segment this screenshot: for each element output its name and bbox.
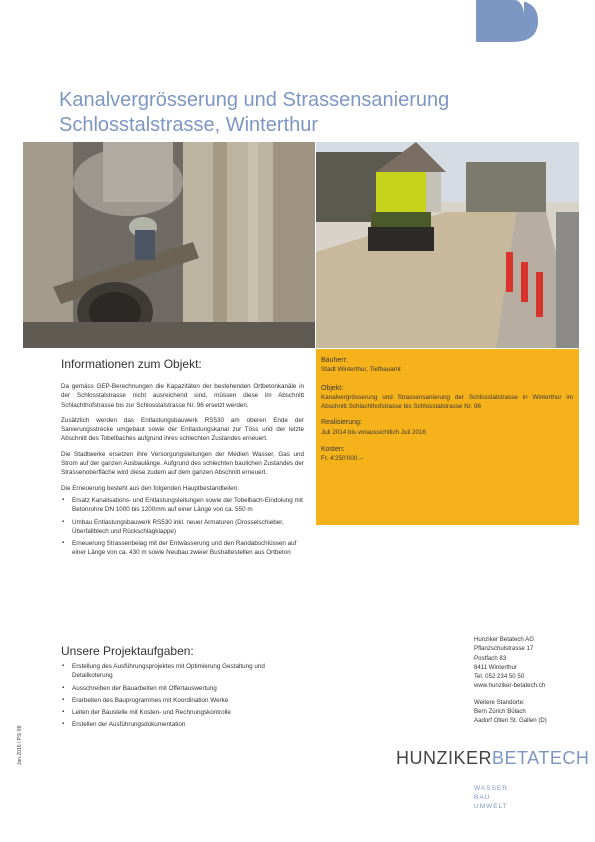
tagline-line: BAU [474, 794, 491, 801]
info-paragraph: Zusätzlich werden das Entlastungsbauwerk RS530 am oberen Ende der Sanierungsstrecke umgebaut sowie der Entlastungskanal zur Töss und der letzte Abschnitt des Tobelbaches aufgrund ihres schlechten Zustandes erneuert. [61, 416, 304, 443]
company-wordmark [396, 748, 589, 769]
info-bullets [61, 496, 304, 558]
company-website-link[interactable]: www.hunziker-betatech.ch [474, 682, 546, 690]
list-item: ▪ Umbau Entlastungsbauwerk RS530 inkl. neuer Armaturen (Drosselschieber, Überfallblech und Rückschlagklappe) [61, 518, 304, 537]
tasks-list [61, 662, 304, 730]
company-street: Pflanzschulstrasse 17 [474, 645, 534, 653]
title-line-1: Kanalvergrösserung und Strassensanierung [59, 89, 450, 111]
list-item: ▪ Erstellen der Ausführungsdokumentation [61, 720, 304, 729]
page-title [59, 88, 559, 138]
company-name: Hunziker Betatech AG [474, 636, 534, 643]
company-tagline [474, 784, 508, 811]
objekt-label: Objekt: [321, 384, 344, 392]
company-phone: Tel. 052 234 50 50 [474, 673, 525, 681]
tasks-heading: Unsere Projektaufgaben: [61, 644, 194, 658]
road-construction-photo [316, 142, 579, 348]
list-item: ▪ Ausschreiben der Bauarbeiten mit Offertauswertung [61, 684, 304, 693]
realisierung-label: Realisierung: [321, 419, 362, 427]
tasks-body [61, 662, 304, 733]
kosten-label: Kosten: [321, 446, 345, 454]
bauherr-value: Stadt Winterthur, Tiefbauamt [321, 366, 401, 374]
list-item: ▪ Leiten der Baustelle mit Kosten- und Rechnungskontrolle [61, 708, 304, 717]
info-body [61, 382, 304, 561]
info-paragraph: Da gemäss GEP-Berechnungen die Kapazitäten der bestehenden Ortbetonkanäle in der Schlosstalstrasse nicht ausreichend sind, müssen diese im Abschnitt Schlachthofstrasse bis zur Schlosstalstrasse Nr. 96 ersetzt werden. [61, 383, 304, 409]
wordmark-part-2: BETATECH [492, 748, 590, 768]
title-line-2: Schlosstalstrasse, Winterthur [59, 114, 318, 136]
info-paragraph: Die Stadtwerke ersetzen ihre Versorgungsleitungen der Medien Wasser, Gas und Strom auf der ganzen Ausbaulänge. Aufgrund des schlechten baulichen Zustandes der Strassenoberfläche wird diese zudem auf dem ganzen Abschnitt erneuert. [61, 450, 304, 477]
objekt-value: Kanalvergrösserung und Strassensanierung der Schlosstalstrasse in Winterthur im Abschnitt Schlachthofstrasse bis Schlosstalstrasse Nr. 96 [321, 393, 573, 411]
contact-block [474, 635, 584, 726]
document-code: Jan.2015 / PSi 88 [17, 725, 23, 765]
locations-label: Weitere Standorte: [474, 698, 525, 706]
list-item: ▪ Erstellung des Ausführungsprojektes mit Optimierung Gestaltung und Detailkoterung [61, 662, 304, 681]
company-postbox: Postfach 83 [474, 654, 507, 662]
kosten-value: Fr. 4’250’000.-- [321, 455, 364, 463]
wordmark-part-1: HUNZIKER [396, 748, 493, 768]
tagline-line: WASSER [474, 785, 508, 792]
list-item: ▪ Ersatz Kanalisations- und Entlastungsleitungen sowie der Tobelbach-Eindolung mit Betonrohre DN 1000 bis 1200mm auf einer Länge von ca. 550 m [61, 496, 304, 515]
list-item: ▪ Erneuerung Strassenbelag mit der Entwässerung und den Randabschlüssen auf einer Länge von ca. 430 m sowie Neubau zweier Bushaltestellen aus Ortbeton [61, 539, 304, 558]
company-logo-mark [476, 0, 538, 42]
company-city: 8411 Winterthur [474, 663, 517, 671]
locations-line: Bern Zürich Bülach [474, 708, 526, 716]
list-item: ▪ Erarbeiten des Bauprogrammes mit Koordination Werke [61, 696, 304, 705]
bauherr-label: Bauherr: [321, 357, 348, 364]
project-facts [321, 356, 573, 464]
trench-photo [23, 142, 315, 348]
tagline-line: UMWELT [474, 803, 508, 810]
info-paragraph: Die Erneuerung besteht aus den folgenden Hauptbestandteilen: [61, 484, 239, 492]
info-heading: Informationen zum Objekt: [61, 357, 202, 371]
locations-line: Aadorf Olten St. Gallen (D) [474, 717, 547, 725]
realisierung-value: Juli 2014 bis voraussichtlich Juli 2016 [321, 428, 427, 436]
